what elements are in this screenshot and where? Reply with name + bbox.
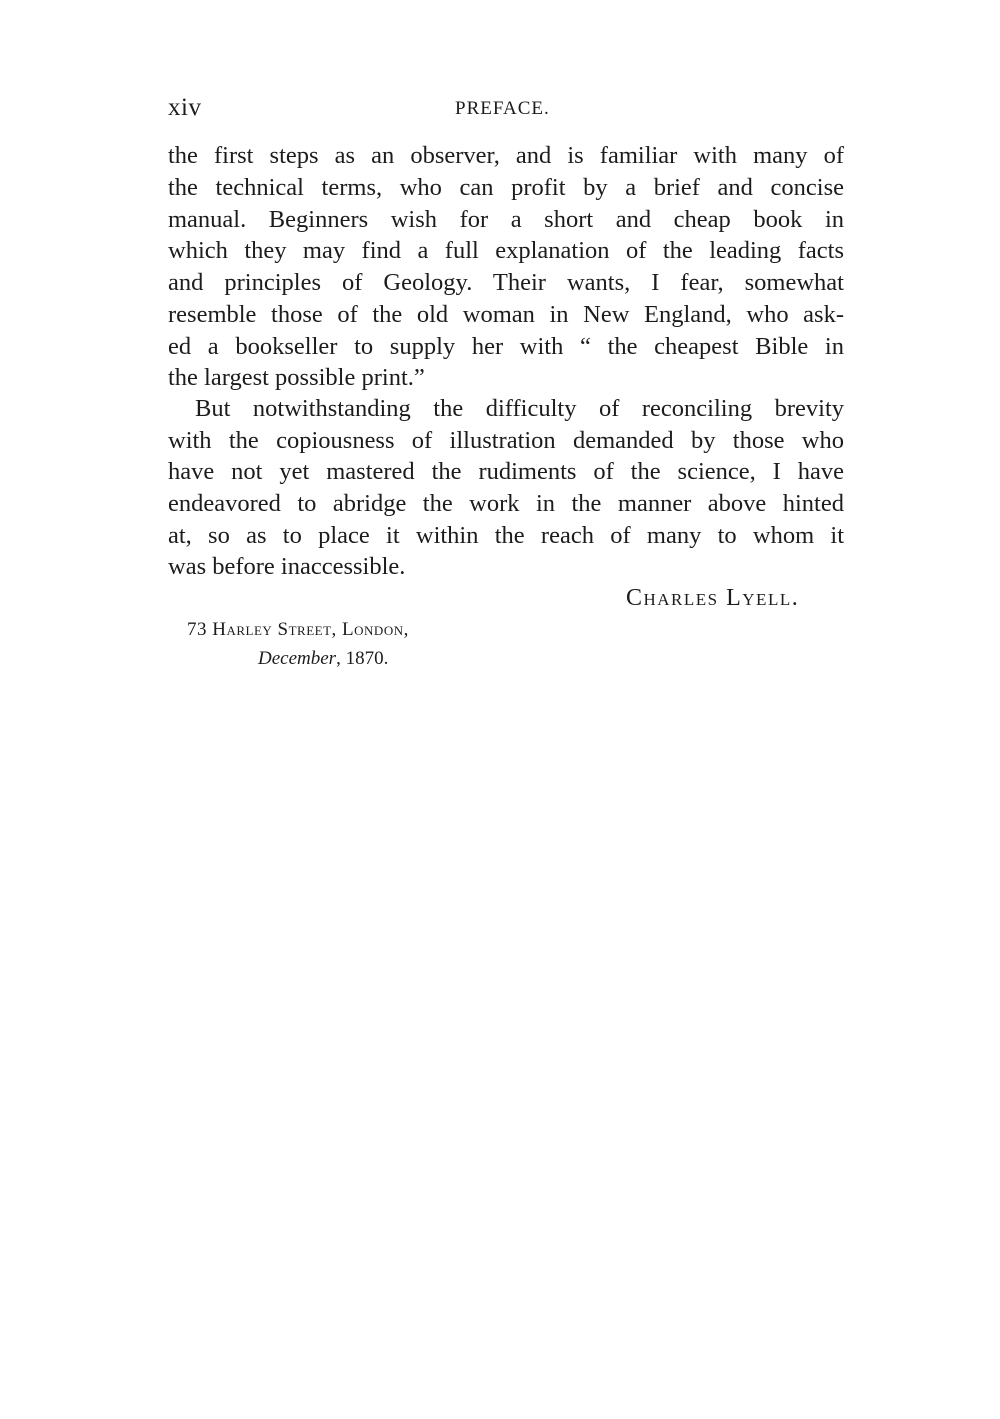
author-signature: Charles Lyell. [626, 585, 800, 611]
text-line: with the copiousness of illustration demanded by those who [168, 427, 844, 454]
text-line: resemble those of the old woman in New England, who ask- [168, 301, 844, 328]
text-line: and principles of Geology. Their wants, I fear, somewhat [168, 269, 844, 296]
text-line: But notwithstanding the difficulty of reconciling brevity [195, 395, 844, 422]
text-line: endeavored to abridge the work in the manner above hinted [168, 490, 844, 517]
text-line: the first steps as an observer, and is familiar with many of [168, 142, 844, 169]
text-line: which they may find a full explanation of the leading facts [168, 237, 844, 264]
page-number: xiv [168, 94, 202, 121]
text-line: the technical terms, who can profit by a brief and concise [168, 174, 844, 201]
address-line: 73 Harley Street, London, [187, 619, 409, 640]
date-line [258, 648, 388, 670]
date-year: , 1870. [336, 648, 389, 669]
text-line: ed a bookseller to supply her with “ the cheapest Bible in [168, 333, 844, 360]
running-head: PREFACE. [455, 98, 550, 119]
text-line: the largest possible print.” [168, 364, 425, 391]
text-line: at, so as to place it within the reach of many to whom it [168, 522, 844, 549]
date-month: December [258, 648, 337, 669]
text-line: manual. Beginners wish for a short and cheap book in [168, 206, 844, 233]
text-line: was before inaccessible. [168, 553, 406, 580]
text-line: have not yet mastered the rudiments of the science, I have [168, 458, 844, 485]
